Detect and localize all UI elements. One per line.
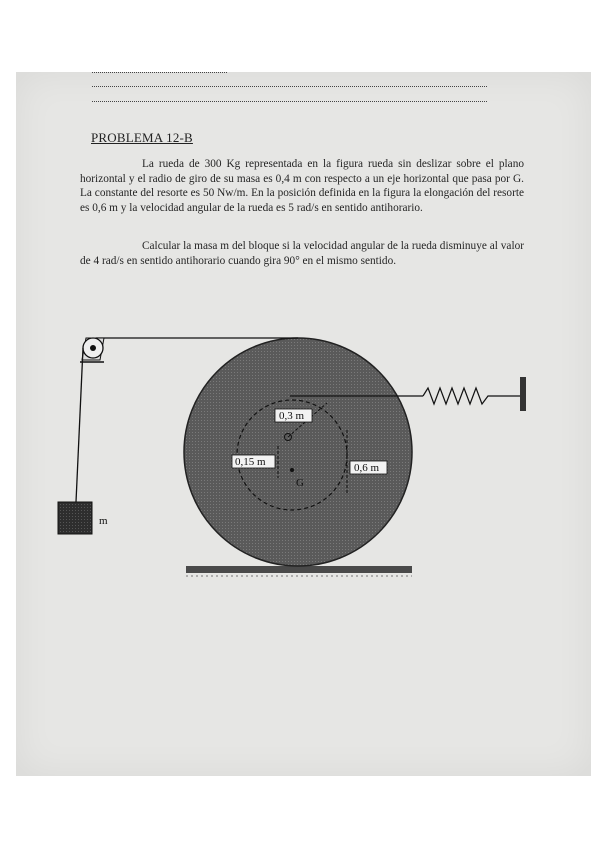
ground-plane	[186, 566, 412, 573]
problem-statement-paragraph: La rueda de 300 Kg representada en la figura rueda sin deslizar sobre el plano horizontal y el radio de giro de su masa es 0,4 m con respecto a un eje horizontal que pasa por G. La constante del resorte es 50 Nw/m. En la posición definida en la figura la elongación del resorte es 0,6 m y la velocidad angular de la rueda es 5 rad/s en sentido antihorario.	[80, 158, 524, 214]
offset-label: 0,15 m	[235, 456, 266, 468]
spring	[423, 388, 520, 404]
wheel-outer	[184, 338, 412, 566]
outer-radius-label: 0,6 m	[354, 462, 380, 474]
center-label: G	[296, 477, 304, 489]
hanging-block	[58, 502, 92, 534]
problem-question-paragraph: Calcular la masa m del bloque si la velocidad angular de la rueda disminuye al valor de 4 rad/s en sentido antihorario cuando gira 90° en el mismo sentido.	[80, 240, 524, 267]
spring-wall	[520, 377, 526, 411]
inner-radius-label: 0,3 m	[279, 410, 305, 422]
pulley-icon	[80, 338, 104, 362]
point-g-marker	[290, 468, 294, 472]
rope-vertical	[76, 348, 83, 502]
problem-title: PROBLEMA 12-B	[91, 130, 193, 145]
mass-label: m	[99, 515, 108, 527]
